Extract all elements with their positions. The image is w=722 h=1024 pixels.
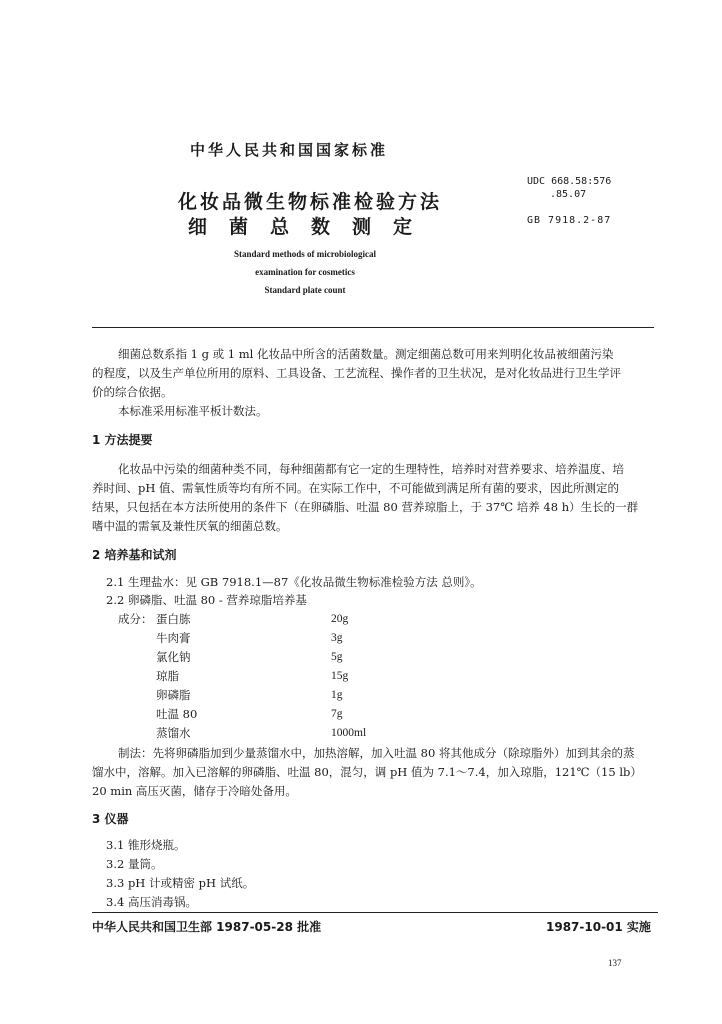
intro-paragraph-line1: 细菌总数系指 1 g 或 1 ml 化妆品中所含的活菌数量。测定细菌总数可用来判明化妆品被细菌污染 (118, 347, 614, 361)
ingredient-name: 卵磷脂 (156, 688, 191, 702)
preparation-line1: 制法：先将卵磷脂加到少量蒸馏水中，加热溶解，加入吐温 80 将其他成分（除琼脂外）加到其余的蒸 (118, 746, 635, 760)
section1-line2: 养时间、pH 值、需氧性质等均有所不同。在实际工作中，不可能做到满足所有菌的要求，因此所测定的 (92, 481, 620, 495)
approval-date: 中华人民共和国卫生部 1987-05-28 批准 (92, 920, 322, 934)
english-title-line2: examination for cosmetics (255, 267, 355, 277)
udc-code-line2: .85.07 (550, 189, 587, 200)
section1-line1: 化妆品中污染的细菌种类不同，每种细菌都有它一定的生理特性，培养时对营养要求、培养温度、培 (118, 462, 624, 476)
preparation-line2: 馏水中，溶解。加入已溶解的卵磷脂、吐温 80，混匀，调 pH 值为 7.1～7.4，加入琼脂，121℃（15 lb） (92, 765, 642, 779)
page-number: 137 (608, 958, 622, 968)
section1-line3: 结果，只包括在本方法所使用的条件下（在卵磷脂、吐温 80 营养琼脂上，于 37℃ 培养 48 h）生长的一群 (92, 500, 639, 514)
section2-item1: 2.1 生理盐水：见 GB 7918.1—87《化妆品微生物标准检验方法 总则》。 (106, 575, 482, 589)
ingredient-amount: 1g (331, 689, 343, 701)
intro-paragraph-line3: 价的综合依据。 (92, 385, 173, 399)
issuing-authority-heading: 中华人民共和国国家标准 (190, 141, 389, 159)
apparatus-item: 3.2 量筒。 (106, 857, 163, 871)
ingredient-amount: 20g (331, 613, 349, 625)
ingredient-name: 吐温 80 (156, 707, 198, 721)
preparation-line3: 20 min 高压灭菌，储存于冷暗处备用。 (92, 784, 297, 798)
header-divider (92, 327, 654, 328)
apparatus-item: 3.4 高压消毒锅。 (106, 895, 197, 909)
implementation-date: 1987-10-01 实施 (546, 920, 651, 934)
section2-heading: 2 培养基和试剂 (92, 548, 177, 562)
udc-code-line1: UDC 668.58:576 (527, 176, 612, 187)
standard-title-line1: 化妆品微生物标准检验方法 (178, 191, 443, 213)
ingredient-amount: 3g (331, 632, 343, 644)
ingredient-name: 牛肉膏 (156, 631, 191, 645)
intro-method-statement: 本标准采用标准平板计数法。 (118, 404, 268, 418)
ingredient-name: 蛋白胨 (156, 612, 191, 626)
ingredients-label: 成分： (118, 612, 153, 626)
ingredient-amount: 5g (331, 651, 343, 663)
ingredient-amount: 15g (331, 670, 349, 682)
standard-title-line2: 细菌总数测定 (188, 216, 435, 238)
ingredient-amount: 1000ml (331, 727, 367, 739)
ingredient-name: 琼脂 (156, 669, 179, 683)
apparatus-item: 3.3 pH 计或精密 pH 试纸。 (106, 876, 255, 890)
apparatus-item: 3.1 锥形烧瓶。 (106, 838, 186, 852)
section3-heading: 3 仪器 (92, 812, 129, 826)
english-title-line1: Standard methods of microbiological (233, 249, 377, 259)
section2-item2: 2.2 卵磷脂、吐温 80 - 营养琼脂培养基 (106, 593, 307, 607)
ingredient-name: 氯化钠 (156, 650, 191, 664)
english-title-line3: Standard plate count (264, 285, 346, 295)
ingredient-amount: 7g (331, 708, 343, 720)
section1-line4: 嗜中温的需氧及兼性厌氧的细菌总数。 (92, 519, 288, 533)
footer-divider (92, 912, 658, 913)
gb-standard-code: GB 7918.2-87 (527, 215, 612, 226)
section1-heading: 1 方法提要 (92, 433, 153, 447)
intro-paragraph-line2: 的程度，以及生产单位所用的原料、工具设备、工艺流程、操作者的卫生状况，是对化妆品进行卫生学评 (92, 366, 621, 380)
ingredient-name: 蒸馏水 (156, 726, 191, 740)
